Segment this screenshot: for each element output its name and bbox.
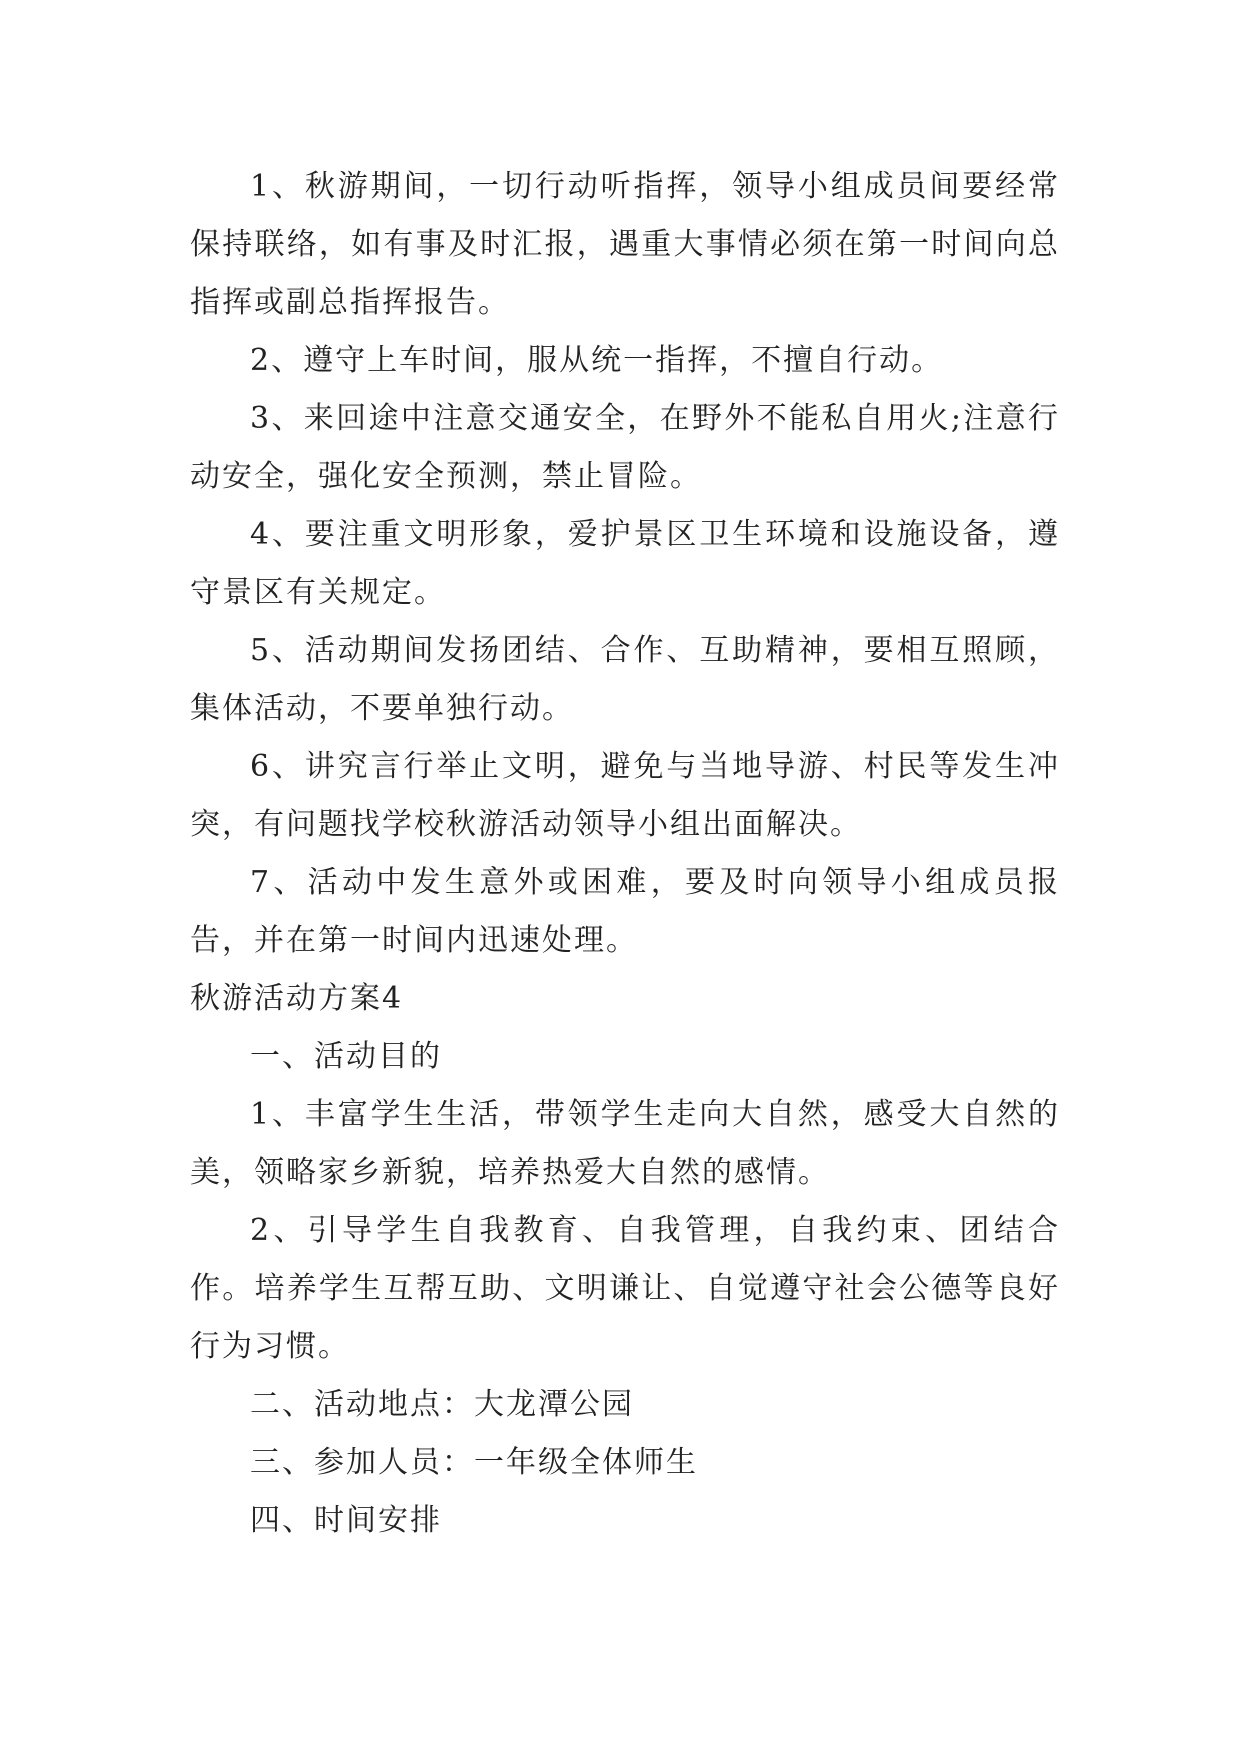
document-page: [190, 158, 1060, 1550]
location-line: 二、活动地点：大龙潭公园: [250, 1387, 634, 1422]
rule-paragraph-1: 1、秋游期间，一切行动听指挥，领导小组成员间要经常保持联络，如有事及时汇报，遇重大事情必须在第一时间向总指挥或副总指挥报告。: [190, 169, 1060, 320]
rule-paragraph-2: 2、遵守上车时间，服从统一指挥，不擅自行动。: [250, 343, 944, 378]
rule-paragraph-7: 7、活动中发生意外或困难，要及时向领导小组成员报告，并在第一时间内迅速处理。: [190, 865, 1060, 958]
section-title: 秋游活动方案4: [190, 981, 404, 1016]
schedule-heading: 四、时间安排: [250, 1503, 442, 1538]
purpose-heading: 一、活动目的: [250, 1039, 442, 1074]
purpose-item-2: 2、引导学生自我教育、自我管理，自我约束、团结合作。培养学生互帮互助、文明谦让、自觉遵守社会公德等良好行为习惯。: [190, 1213, 1060, 1364]
rule-paragraph-3: 3、来回途中注意交通安全，在野外不能私自用火;注意行动安全，强化安全预测，禁止冒险。: [190, 401, 1060, 494]
rule-paragraph-4: 4、要注重文明形象，爱护景区卫生环境和设施设备，遵守景区有关规定。: [190, 517, 1060, 610]
participants-line: 三、参加人员：一年级全体师生: [250, 1445, 698, 1480]
rule-paragraph-5: 5、活动期间发扬团结、合作、互助精神，要相互照顾，集体活动，不要单独行动。: [190, 633, 1060, 726]
purpose-item-1: 1、丰富学生生活，带领学生走向大自然，感受大自然的美，领略家乡新貌，培养热爱大自然的感情。: [190, 1097, 1060, 1190]
rule-paragraph-6: 6、讲究言行举止文明，避免与当地导游、村民等发生冲突，有问题找学校秋游活动领导小组出面解决。: [190, 749, 1060, 842]
